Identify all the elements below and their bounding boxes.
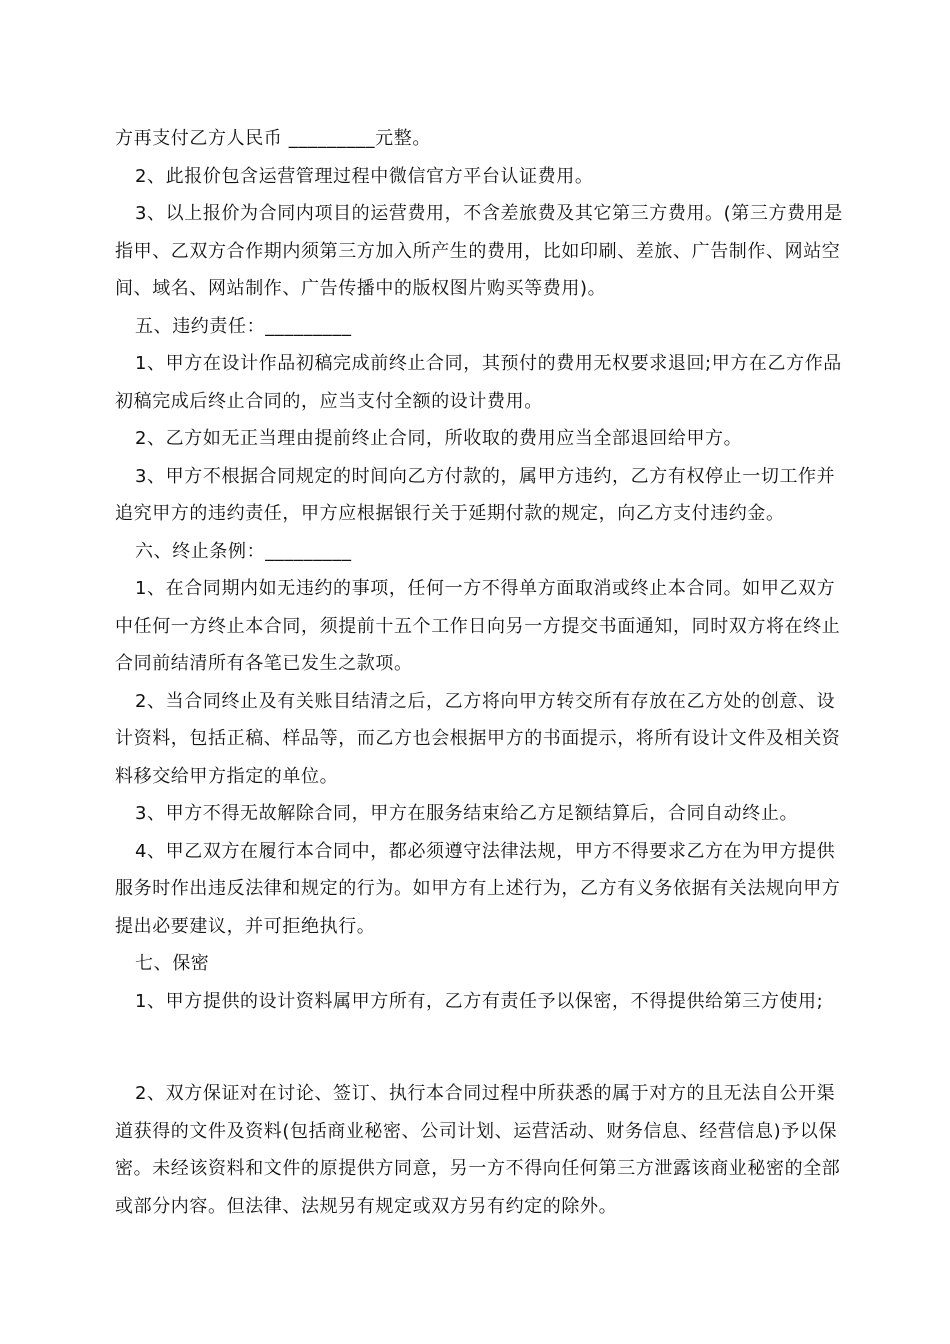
paragraph-wechat-fee: 2、此报价包含运营管理过程中微信官方平台认证费用。 (135, 165, 594, 187)
section-heading-breach: 五、违约责任：_________ (135, 315, 352, 337)
section-heading-termination: 六、终止条例：_________ (135, 540, 352, 562)
paragraph-gap (115, 1020, 850, 1075)
paragraph-breach-2: 2、乙方如无正当理由提前终止合同，所收取的费用应当全部退回给甲方。 (135, 428, 743, 449)
paragraph-payment-continued: 方再支付乙方人民币 _________元整。 (115, 128, 431, 149)
paragraph-termination-2: 2、当合同终止及有关账目结清之后，乙方将向甲方转交所有存放在乙方处的创意、设计资料，包括正稿、样品等，而乙方也会根据甲方的书面提示，将所有设计文件及相关资料移交给甲方指定的单位。 (115, 690, 841, 787)
paragraph-termination-3: 3、甲方不得无故解除合同，甲方在服务结束给乙方足额结算后，合同自动终止。 (135, 803, 799, 824)
paragraph-termination-4: 4、甲乙双方在履行本合同中，都必须遵守法律法规，甲方不得要求乙方在为甲方提供服务时作出违反法律和规定的行为。如甲方有上述行为，乙方有义务依据有关法规向甲方提出必要建议，并可拒绝执行。 (115, 840, 841, 937)
paragraph-breach-1: 1、甲方在设计作品初稿完成前终止合同，其预付的费用无权要求退回;甲方在乙方作品初稿完成后终止合同的，应当支付全额的设计费用。 (115, 353, 842, 412)
paragraph-confidentiality-1: 1、甲方提供的设计资料属甲方所有，乙方有责任予以保密，不得提供给第三方使用; (135, 990, 824, 1012)
paragraph-breach-3: 3、甲方不根据合同规定的时间向乙方付款的，属甲方违约，乙方有权停止一切工作并追究甲方的违约责任，甲方应根据银行关于延期付款的规定，向乙方支付违约金。 (115, 465, 836, 524)
paragraph-operating-fee: 3、以上报价为合同内项目的运营费用，不含差旅费及其它第三方费用。(第三方费用是指甲、乙双方合作期内须第三方加入所产生的费用，比如印刷、差旅、广告制作、网站空间、域名、网站制作、广告传播中的版权图片购买等费用)。 (115, 203, 843, 299)
paragraph-termination-1: 1、在合同期内如无违约的事项，任何一方不得单方面取消或终止本合同。如甲乙双方中任何一方终止本合同，须提前十五个工作日向另一方提交书面通知，同时双方将在终止合同前结清所有各笔已发生之款项。 (115, 578, 841, 674)
paragraph-confidentiality-2: 2、双方保证对在讨论、签订、执行本合同过程中所获悉的属于对方的且无法自公开渠道获得的文件及资料(包括商业秘密、公司计划、运营活动、财务信息、经营信息)予以保密。未经该资料和文件的原提供方同意，另一方不得向任何第三方泄露该商业秘密的全部或部分内容。但法律、法规另有规定或双方另有约定的除外。 (115, 1083, 841, 1217)
section-heading-confidentiality: 七、保密 (135, 953, 210, 974)
contract-text (115, 120, 850, 1225)
